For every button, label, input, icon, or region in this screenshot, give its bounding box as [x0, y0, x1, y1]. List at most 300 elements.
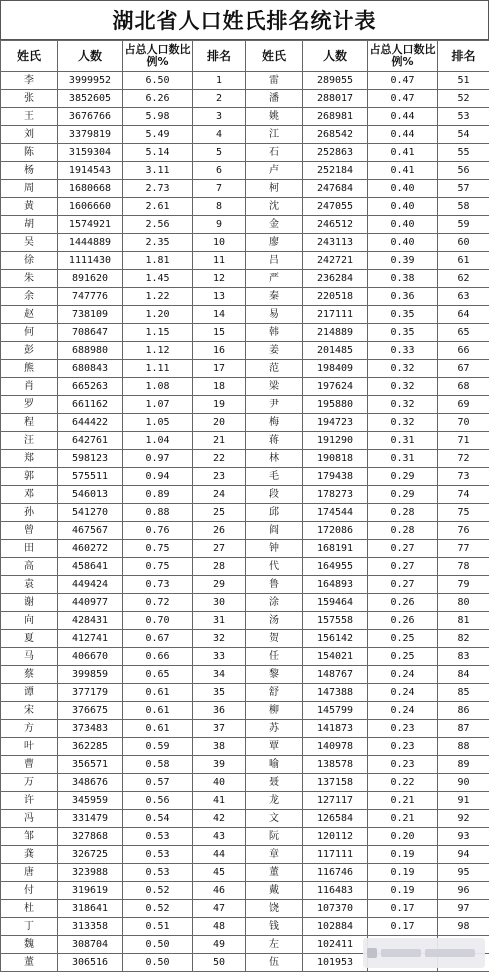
table-row [1, 252, 489, 270]
cell-rank-right: 61 [438, 252, 489, 270]
cell-population: 326725 [58, 846, 123, 864]
cell-surname-right: 喻 [246, 756, 303, 774]
table-row [1, 594, 489, 612]
cell-rank: 36 [193, 702, 246, 720]
cell-percent-right: 0.27 [368, 576, 438, 594]
cell-rank-right: 57 [438, 180, 489, 198]
cell-rank-right: 54 [438, 126, 489, 144]
cell-percent: 1.22 [123, 288, 193, 306]
cell-rank: 38 [193, 738, 246, 756]
cell-population: 642761 [58, 432, 123, 450]
cell-surname-right: 姜 [246, 342, 303, 360]
cell-surname: 冯 [1, 810, 58, 828]
cell-rank: 32 [193, 630, 246, 648]
cell-rank: 5 [193, 144, 246, 162]
cell-percent: 2.61 [123, 198, 193, 216]
cell-percent: 0.61 [123, 684, 193, 702]
table-row [1, 108, 489, 126]
cell-population-right: 101953 [303, 954, 368, 972]
cell-rank: 24 [193, 486, 246, 504]
cell-surname-right: 林 [246, 450, 303, 468]
cell-percent-right: 0.24 [368, 702, 438, 720]
cell-rank-right: 60 [438, 234, 489, 252]
cell-surname-right: 蒋 [246, 432, 303, 450]
cell-surname-right: 雷 [246, 72, 303, 90]
cell-percent-right: 0.44 [368, 108, 438, 126]
cell-population-right: 252184 [303, 162, 368, 180]
cell-percent-right: 0.31 [368, 450, 438, 468]
cell-rank-right: 72 [438, 450, 489, 468]
cell-population-right: 190818 [303, 450, 368, 468]
table-row [1, 738, 489, 756]
cell-population-right: 252863 [303, 144, 368, 162]
cell-percent-right: 0.24 [368, 684, 438, 702]
cell-population-right: 116483 [303, 882, 368, 900]
table-row [1, 702, 489, 720]
cell-percent-right: 0.41 [368, 144, 438, 162]
cell-percent-right: 0.39 [368, 252, 438, 270]
cell-population: 319619 [58, 882, 123, 900]
cell-rank-right: 81 [438, 612, 489, 630]
cell-percent: 1.20 [123, 306, 193, 324]
cell-rank: 9 [193, 216, 246, 234]
cell-surname-right: 饶 [246, 900, 303, 918]
cell-population: 373483 [58, 720, 123, 738]
cell-rank-right: 55 [438, 144, 489, 162]
cell-surname: 董 [1, 954, 58, 972]
table-row [1, 918, 489, 936]
cell-percent: 2.56 [123, 216, 193, 234]
table-row [1, 450, 489, 468]
table-row [1, 684, 489, 702]
cell-rank-right: 69 [438, 396, 489, 414]
cell-population-right: 168191 [303, 540, 368, 558]
cell-percent: 1.07 [123, 396, 193, 414]
cell-population: 327868 [58, 828, 123, 846]
cell-population-right: 102411 [303, 936, 368, 954]
cell-surname-right: 贺 [246, 630, 303, 648]
cell-rank-right: 73 [438, 468, 489, 486]
cell-surname-right: 姚 [246, 108, 303, 126]
cell-percent-right: 0.29 [368, 468, 438, 486]
cell-percent-right: 0.32 [368, 414, 438, 432]
table-row [1, 774, 489, 792]
cell-surname: 龚 [1, 846, 58, 864]
cell-surname-right: 伍 [246, 954, 303, 972]
cell-population: 661162 [58, 396, 123, 414]
watermark [363, 938, 485, 968]
cell-population-right: 145799 [303, 702, 368, 720]
cell-population: 376675 [58, 702, 123, 720]
cell-percent: 1.45 [123, 270, 193, 288]
cell-rank: 20 [193, 414, 246, 432]
cell-population: 3999952 [58, 72, 123, 90]
cell-surname: 付 [1, 882, 58, 900]
cell-rank: 31 [193, 612, 246, 630]
cell-surname-right: 邱 [246, 504, 303, 522]
cell-surname-right: 聂 [246, 774, 303, 792]
cell-percent-right: 0.24 [368, 666, 438, 684]
cell-population-right: 174544 [303, 504, 368, 522]
cell-percent: 0.58 [123, 756, 193, 774]
cell-surname-right: 章 [246, 846, 303, 864]
cell-population: 362285 [58, 738, 123, 756]
cell-percent-right: 0.36 [368, 288, 438, 306]
cell-percent: 5.49 [123, 126, 193, 144]
table-row [1, 216, 489, 234]
cell-rank-right: 91 [438, 792, 489, 810]
cell-surname: 夏 [1, 630, 58, 648]
cell-percent: 1.15 [123, 324, 193, 342]
cell-surname-right: 金 [246, 216, 303, 234]
cell-surname: 余 [1, 288, 58, 306]
cell-rank-right: 87 [438, 720, 489, 738]
cell-rank: 26 [193, 522, 246, 540]
table-row [1, 900, 489, 918]
cell-surname: 孙 [1, 504, 58, 522]
cell-surname-right: 卢 [246, 162, 303, 180]
cell-population-right: 107370 [303, 900, 368, 918]
cell-population: 345959 [58, 792, 123, 810]
header-surname: 姓氏 [1, 41, 58, 72]
table-row [1, 198, 489, 216]
cell-rank-right: 75 [438, 504, 489, 522]
cell-surname: 何 [1, 324, 58, 342]
header-percent-right: 占总人口数比例% [368, 41, 438, 72]
table-row [1, 378, 489, 396]
cell-population-right: 243113 [303, 234, 368, 252]
cell-percent-right: 0.40 [368, 198, 438, 216]
cell-rank-right: 52 [438, 90, 489, 108]
cell-rank: 18 [193, 378, 246, 396]
cell-surname: 罗 [1, 396, 58, 414]
cell-rank-right: 58 [438, 198, 489, 216]
cell-population: 546013 [58, 486, 123, 504]
table-row [1, 288, 489, 306]
cell-surname-right: 吕 [246, 252, 303, 270]
cell-percent: 0.59 [123, 738, 193, 756]
table-row [1, 396, 489, 414]
cell-surname: 宋 [1, 702, 58, 720]
cell-population: 541270 [58, 504, 123, 522]
cell-surname-right: 左 [246, 936, 303, 954]
cell-percent: 0.61 [123, 702, 193, 720]
table-row [1, 846, 489, 864]
cell-percent: 0.94 [123, 468, 193, 486]
cell-surname: 彭 [1, 342, 58, 360]
cell-rank: 17 [193, 360, 246, 378]
cell-rank-right: 84 [438, 666, 489, 684]
table-row [1, 486, 489, 504]
cell-percent-right: 0.38 [368, 270, 438, 288]
cell-population: 688980 [58, 342, 123, 360]
cell-surname: 肖 [1, 378, 58, 396]
cell-surname-right: 韩 [246, 324, 303, 342]
cell-rank-right: 88 [438, 738, 489, 756]
cell-rank: 50 [193, 954, 246, 972]
cell-rank: 46 [193, 882, 246, 900]
cell-percent-right: 0.19 [368, 864, 438, 882]
table-row [1, 234, 489, 252]
cell-rank: 16 [193, 342, 246, 360]
cell-rank: 19 [193, 396, 246, 414]
cell-population: 323988 [58, 864, 123, 882]
cell-surname: 叶 [1, 738, 58, 756]
cell-percent-right: 0.33 [368, 342, 438, 360]
cell-percent: 1.08 [123, 378, 193, 396]
cell-population-right: 140978 [303, 738, 368, 756]
cell-population: 1606660 [58, 198, 123, 216]
cell-surname: 蔡 [1, 666, 58, 684]
table-row [1, 648, 489, 666]
cell-population: 377179 [58, 684, 123, 702]
table-title: 湖北省人口姓氏排名统计表 [0, 0, 489, 40]
cell-population-right: 159464 [303, 594, 368, 612]
cell-percent-right: 0.27 [368, 558, 438, 576]
cell-population: 356571 [58, 756, 123, 774]
cell-surname-right: 梅 [246, 414, 303, 432]
cell-rank-right: 59 [438, 216, 489, 234]
cell-rank: 33 [193, 648, 246, 666]
cell-percent-right: 0.40 [368, 234, 438, 252]
cell-percent-right: 0.21 [368, 792, 438, 810]
cell-population: 708647 [58, 324, 123, 342]
cell-percent-right: 0.44 [368, 126, 438, 144]
cell-population-right: 156142 [303, 630, 368, 648]
cell-surname-right: 柳 [246, 702, 303, 720]
cell-percent-right: 0.21 [368, 810, 438, 828]
table-row [1, 342, 489, 360]
cell-population-right: 247684 [303, 180, 368, 198]
cell-population: 1111430 [58, 252, 123, 270]
cell-population: 449424 [58, 576, 123, 594]
cell-percent-right: 0.47 [368, 90, 438, 108]
cell-rank: 48 [193, 918, 246, 936]
table-row [1, 576, 489, 594]
cell-percent-right: 0.19 [368, 846, 438, 864]
cell-percent-right: 0.26 [368, 594, 438, 612]
cell-percent: 2.35 [123, 234, 193, 252]
table-row [1, 828, 489, 846]
cell-percent: 6.50 [123, 72, 193, 90]
cell-rank: 27 [193, 540, 246, 558]
cell-rank-right: 70 [438, 414, 489, 432]
cell-percent: 0.67 [123, 630, 193, 648]
cell-rank-right: 53 [438, 108, 489, 126]
cell-population-right: 148767 [303, 666, 368, 684]
cell-population-right: 268542 [303, 126, 368, 144]
cell-surname: 徐 [1, 252, 58, 270]
cell-surname: 朱 [1, 270, 58, 288]
cell-population: 440977 [58, 594, 123, 612]
cell-surname-right: 易 [246, 306, 303, 324]
cell-surname-right: 阎 [246, 522, 303, 540]
cell-percent: 0.51 [123, 918, 193, 936]
cell-surname: 汪 [1, 432, 58, 450]
cell-rank: 22 [193, 450, 246, 468]
cell-percent-right: 0.17 [368, 918, 438, 936]
cell-surname-right: 戴 [246, 882, 303, 900]
cell-surname: 李 [1, 72, 58, 90]
cell-surname-right: 舒 [246, 684, 303, 702]
cell-percent-right: 0.26 [368, 612, 438, 630]
cell-population-right: 236284 [303, 270, 368, 288]
cell-population: 1680668 [58, 180, 123, 198]
cell-population-right: 289055 [303, 72, 368, 90]
cell-surname-right: 钟 [246, 540, 303, 558]
cell-rank-right: 67 [438, 360, 489, 378]
table-row [1, 882, 489, 900]
cell-surname: 郭 [1, 468, 58, 486]
cell-rank-right: 82 [438, 630, 489, 648]
cell-rank-right: 51 [438, 72, 489, 90]
cell-rank: 35 [193, 684, 246, 702]
cell-population-right: 214889 [303, 324, 368, 342]
cell-population: 308704 [58, 936, 123, 954]
cell-rank-right: 93 [438, 828, 489, 846]
cell-rank-right: 96 [438, 882, 489, 900]
table-row [1, 864, 489, 882]
cell-percent: 0.75 [123, 558, 193, 576]
cell-percent: 0.54 [123, 810, 193, 828]
cell-surname-right: 严 [246, 270, 303, 288]
cell-surname: 万 [1, 774, 58, 792]
cell-percent: 6.26 [123, 90, 193, 108]
cell-percent: 0.72 [123, 594, 193, 612]
cell-percent: 5.98 [123, 108, 193, 126]
cell-rank: 15 [193, 324, 246, 342]
header-percent: 占总人口数比例% [123, 41, 193, 72]
cell-percent-right: 0.40 [368, 180, 438, 198]
header-population-right: 人数 [303, 41, 368, 72]
cell-population-right: 191290 [303, 432, 368, 450]
cell-population-right: 137158 [303, 774, 368, 792]
cell-surname: 程 [1, 414, 58, 432]
cell-population: 738109 [58, 306, 123, 324]
cell-rank-right: 68 [438, 378, 489, 396]
cell-rank-right: 56 [438, 162, 489, 180]
cell-population: 460272 [58, 540, 123, 558]
cell-population: 3676766 [58, 108, 123, 126]
cell-percent: 0.52 [123, 900, 193, 918]
cell-rank: 39 [193, 756, 246, 774]
cell-percent-right: 0.25 [368, 648, 438, 666]
cell-surname: 田 [1, 540, 58, 558]
cell-rank-right: 89 [438, 756, 489, 774]
cell-percent: 0.97 [123, 450, 193, 468]
cell-rank-right: 62 [438, 270, 489, 288]
cell-population-right: 120112 [303, 828, 368, 846]
cell-population-right: 127117 [303, 792, 368, 810]
cell-percent: 0.89 [123, 486, 193, 504]
cell-population: 665263 [58, 378, 123, 396]
cell-population: 1914543 [58, 162, 123, 180]
cell-percent: 0.50 [123, 936, 193, 954]
cell-rank: 7 [193, 180, 246, 198]
table-row [1, 792, 489, 810]
cell-population-right: 147388 [303, 684, 368, 702]
cell-surname-right: 沈 [246, 198, 303, 216]
cell-surname-right: 梁 [246, 378, 303, 396]
cell-percent: 0.56 [123, 792, 193, 810]
cell-surname: 谭 [1, 684, 58, 702]
cell-surname-right: 涂 [246, 594, 303, 612]
cell-population-right: 157558 [303, 612, 368, 630]
cell-percent-right: 0.29 [368, 486, 438, 504]
cell-percent: 0.61 [123, 720, 193, 738]
cell-percent: 0.53 [123, 828, 193, 846]
cell-percent: 1.12 [123, 342, 193, 360]
cell-rank-right: 98 [438, 918, 489, 936]
cell-population: 3159304 [58, 144, 123, 162]
cell-percent: 3.11 [123, 162, 193, 180]
cell-percent: 1.11 [123, 360, 193, 378]
cell-rank-right: 64 [438, 306, 489, 324]
cell-percent-right: 0.32 [368, 396, 438, 414]
cell-surname: 许 [1, 792, 58, 810]
cell-rank-right: 74 [438, 486, 489, 504]
cell-percent: 5.14 [123, 144, 193, 162]
cell-surname: 陈 [1, 144, 58, 162]
cell-percent: 0.57 [123, 774, 193, 792]
cell-population: 306516 [58, 954, 123, 972]
cell-rank-right: 71 [438, 432, 489, 450]
cell-percent: 2.73 [123, 180, 193, 198]
cell-surname: 邓 [1, 486, 58, 504]
table-row [1, 756, 489, 774]
cell-surname-right: 鲁 [246, 576, 303, 594]
cell-percent-right: 0.31 [368, 432, 438, 450]
cell-rank: 29 [193, 576, 246, 594]
cell-population-right: 117111 [303, 846, 368, 864]
cell-surname: 马 [1, 648, 58, 666]
cell-population: 1574921 [58, 216, 123, 234]
cell-population: 598123 [58, 450, 123, 468]
cell-surname-right: 阮 [246, 828, 303, 846]
table-row [1, 540, 489, 558]
cell-rank-right: 78 [438, 558, 489, 576]
cell-population: 891620 [58, 270, 123, 288]
cell-surname-right: 范 [246, 360, 303, 378]
surname-ranking-table [0, 40, 489, 972]
cell-rank-right: 65 [438, 324, 489, 342]
cell-surname: 向 [1, 612, 58, 630]
cell-rank: 47 [193, 900, 246, 918]
cell-rank-right: 79 [438, 576, 489, 594]
header-rank-right: 排名 [438, 41, 489, 72]
cell-surname: 刘 [1, 126, 58, 144]
cell-surname: 魏 [1, 936, 58, 954]
cell-percent: 0.53 [123, 864, 193, 882]
cell-percent: 0.76 [123, 522, 193, 540]
cell-percent: 0.52 [123, 882, 193, 900]
watermark-text-blur [381, 949, 421, 957]
cell-population: 331479 [58, 810, 123, 828]
cell-rank: 43 [193, 828, 246, 846]
cell-rank: 37 [193, 720, 246, 738]
watermark-text-blur [425, 949, 475, 957]
cell-population: 3379819 [58, 126, 123, 144]
cell-percent-right: 0.19 [368, 882, 438, 900]
cell-rank: 42 [193, 810, 246, 828]
header-row [1, 41, 489, 72]
cell-surname: 唐 [1, 864, 58, 882]
cell-population-right: 201485 [303, 342, 368, 360]
cell-population: 644422 [58, 414, 123, 432]
table-row [1, 612, 489, 630]
cell-population-right: 179438 [303, 468, 368, 486]
cell-population-right: 154021 [303, 648, 368, 666]
